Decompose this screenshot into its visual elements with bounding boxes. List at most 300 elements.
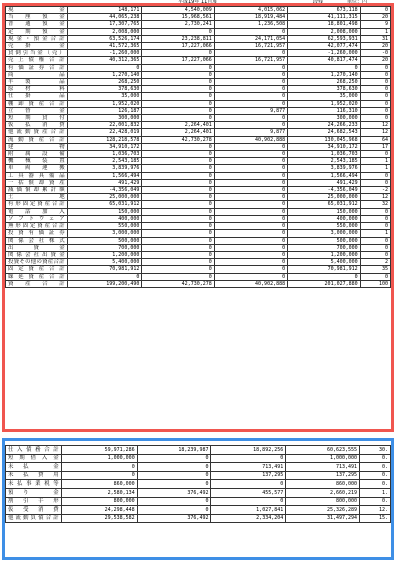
ratio-cell: 35 [360, 266, 390, 273]
closing-balance-cell: 1,000,000 [286, 454, 360, 463]
account-name-cell: 関係会社出資金 [6, 251, 68, 258]
assets-table [5, 6, 391, 288]
ratio-cell: 0 [360, 151, 390, 158]
ratio-cell: 9 [360, 21, 390, 28]
debit-amount-cell: 0 [142, 151, 214, 158]
account-name-cell: 売 掛 金 [6, 43, 68, 50]
debit-amount-cell: 17,227,066 [142, 57, 214, 64]
closing-balance-cell: 34,910,172 [288, 143, 361, 150]
credit-amount-cell: 0 [211, 497, 286, 506]
account-name-cell: 一括償却資産 [6, 179, 68, 186]
asset-row [6, 57, 391, 64]
account-name-cell: 資 産 合 計 [6, 280, 68, 287]
credit-amount-cell: 0 [214, 223, 287, 230]
asset-row [6, 179, 391, 186]
opening-balance-cell: 550,000 [67, 223, 141, 230]
credit-amount-cell: 40,902,888 [214, 280, 287, 287]
credit-amount-cell: 2,334,204 [211, 514, 286, 523]
closing-balance-cell: 800,000 [286, 497, 360, 506]
account-name-cell: 減価償却累計額 [6, 187, 68, 194]
asset-row [6, 107, 391, 114]
opening-balance-cell: -4,356,049 [67, 187, 141, 194]
opening-balance-cell: 1,566,494 [67, 172, 141, 179]
ratio-cell: 0 [360, 93, 390, 100]
account-name-cell: 割 引 手 形 [6, 497, 62, 506]
closing-balance-cell: 24,266,233 [288, 122, 361, 129]
debit-amount-cell: 2,264,401 [142, 122, 214, 129]
ratio-cell: 31 [360, 35, 390, 42]
unit-label: 単位：円 [347, 0, 368, 5]
closing-balance-cell: 137,295 [286, 471, 360, 480]
closing-balance-cell: 0 [288, 273, 361, 280]
closing-balance-cell: 201,027,880 [288, 280, 361, 287]
account-name-cell: 他流動資産合計 [6, 129, 68, 136]
opening-balance-cell: 700,000 [67, 244, 141, 251]
closing-balance-cell: 130,045,968 [288, 136, 361, 143]
account-name-cell: 建 物 [6, 143, 68, 150]
credit-amount-cell: 0 [214, 259, 287, 266]
closing-balance-cell: 62,593,931 [288, 35, 361, 42]
asset-row [6, 7, 391, 14]
ratio-cell: 0. [360, 463, 391, 472]
debit-amount-cell: 376,492 [137, 514, 211, 523]
debit-amount-cell: 0 [142, 208, 214, 215]
account-name-cell: 土 地 [6, 194, 68, 201]
ratio-cell: -2 [360, 187, 390, 194]
credit-amount-cell: 137,295 [211, 471, 286, 480]
debit-amount-cell: 0 [142, 230, 214, 237]
opening-balance-cell: 59,971,286 [61, 446, 137, 455]
ratio-cell: 2 [360, 259, 390, 266]
closing-balance-cell: 40,817,474 [288, 57, 361, 64]
closing-balance-cell: 31,497,294 [286, 514, 360, 523]
asset-row [6, 266, 391, 273]
debit-amount-cell: 0 [137, 497, 211, 506]
closing-balance-cell: 713,491 [286, 463, 360, 472]
ratio-cell: 0 [360, 172, 390, 179]
ratio-cell: 1 [360, 158, 390, 165]
asset-row [6, 129, 391, 136]
debit-amount-cell: 0 [137, 463, 211, 472]
asset-row [6, 35, 391, 42]
account-name-cell: ソフトウェア [6, 215, 68, 222]
opening-balance-cell: 1,200,000 [67, 251, 141, 258]
opening-balance-cell: 0 [67, 273, 141, 280]
account-name-cell: 仕 掛 品 [6, 93, 68, 100]
ratio-cell: 0 [360, 64, 390, 71]
debit-amount-cell: 0 [142, 237, 214, 244]
debit-amount-cell: 0 [142, 172, 214, 179]
account-name-cell: 繰延資産合計 [6, 273, 68, 280]
account-name-cell: 機 械 装 置 [6, 158, 68, 165]
account-name-cell: 車 両 運 搬 [6, 165, 68, 172]
asset-row [6, 251, 391, 258]
account-name-cell: 未 払 金 [6, 463, 62, 472]
opening-balance-cell: 500,000 [67, 237, 141, 244]
liabilities-table [5, 445, 391, 523]
ratio-cell: 64 [360, 136, 390, 143]
opening-balance-cell: 148,171 [67, 7, 141, 14]
closing-balance-cell: -4,356,049 [288, 187, 361, 194]
credit-amount-cell: 0 [214, 165, 287, 172]
ratio-cell: 0 [360, 273, 390, 280]
ratio-cell: 20 [360, 43, 390, 50]
liability-row [6, 463, 391, 472]
ratio-cell: 0 [360, 107, 390, 114]
account-name-cell: 未 払 費 用 [6, 471, 62, 480]
closing-balance-cell: 860,000 [286, 480, 360, 489]
debit-amount-cell: 0 [142, 251, 214, 258]
asset-row [6, 50, 391, 57]
account-name-cell: 半 製 品 [6, 79, 68, 86]
account-name-cell: 附 属 設 備 [6, 151, 68, 158]
ratio-cell: 1 [360, 230, 390, 237]
credit-amount-cell: 0 [214, 230, 287, 237]
closing-balance-cell: 70,981,912 [288, 266, 361, 273]
opening-balance-cell: 2,543,185 [67, 158, 141, 165]
opening-balance-cell: 5,400,000 [67, 259, 141, 266]
debit-amount-cell: 0 [142, 194, 214, 201]
debit-amount-cell: 0 [142, 259, 214, 266]
debit-amount-cell: 0 [142, 28, 214, 35]
credit-amount-cell: 16,721,957 [214, 57, 287, 64]
ratio-cell: 20 [360, 14, 390, 21]
ratio-cell: 32 [360, 201, 390, 208]
opening-balance-cell: 1,270,140 [67, 71, 141, 78]
liability-row [6, 488, 391, 497]
closing-balance-cell: 1,566,494 [288, 172, 361, 179]
credit-amount-cell: 24,171,054 [214, 35, 287, 42]
asset-row [6, 115, 391, 122]
credit-amount-cell: 0 [214, 115, 287, 122]
credit-amount-cell: 0 [211, 480, 286, 489]
credit-amount-cell: 0 [214, 151, 287, 158]
credit-amount-cell: 0 [214, 179, 287, 186]
debit-amount-cell: 0 [142, 86, 214, 93]
opening-balance-cell: 65,031,912 [67, 201, 141, 208]
opening-balance-cell: 0 [61, 471, 137, 480]
liability-row [6, 446, 391, 455]
opening-balance-cell: 17,307,765 [67, 21, 141, 28]
debit-amount-cell: 0 [142, 107, 214, 114]
opening-balance-cell: 126,187 [67, 107, 141, 114]
ratio-cell: 15. [360, 514, 391, 523]
debit-amount-cell: 18,239,987 [137, 446, 211, 455]
debit-amount-cell: 0 [142, 71, 214, 78]
debit-amount-cell: 0 [142, 93, 214, 100]
debit-amount-cell: 0 [142, 50, 214, 57]
asset-row [6, 194, 391, 201]
asset-row [6, 201, 391, 208]
asset-row [6, 230, 391, 237]
opening-balance-cell: 800,000 [61, 497, 137, 506]
opening-balance-cell: 40,312,365 [67, 57, 141, 64]
closing-balance-cell: 300,000 [288, 115, 361, 122]
account-name-cell: 普 通 預 金 [6, 21, 68, 28]
asset-row [6, 259, 391, 266]
opening-balance-cell: 1,000,000 [61, 454, 137, 463]
opening-balance-cell: 63,526,174 [67, 35, 141, 42]
debit-amount-cell: 0 [142, 273, 214, 280]
account-name-cell: 商 品 [6, 71, 68, 78]
closing-balance-cell: 500,000 [288, 237, 361, 244]
asset-row [6, 158, 391, 165]
ratio-cell: 0 [360, 244, 390, 251]
closing-balance-cell: 116,310 [288, 107, 361, 114]
debit-amount-cell: 0 [142, 201, 214, 208]
closing-balance-cell: 2,543,185 [288, 158, 361, 165]
credit-amount-cell: 4,015,062 [214, 7, 287, 14]
asset-row [6, 93, 391, 100]
closing-balance-cell: 673,118 [288, 7, 361, 14]
closing-balance-cell: 1,200,000 [288, 251, 361, 258]
debit-amount-cell: 4,540,009 [142, 7, 214, 14]
ratio-cell: 0 [360, 251, 390, 258]
debit-amount-cell: 0 [142, 187, 214, 194]
account-name-cell: 原 材 料 [6, 86, 68, 93]
opening-balance-cell: 70,981,912 [67, 266, 141, 273]
account-name-cell: 流動資産合計 [6, 136, 68, 143]
account-name-cell: 貸倒引当金（売） [6, 50, 68, 57]
credit-amount-cell: 9,877 [214, 129, 287, 136]
opening-balance-cell: 150,000 [67, 208, 141, 215]
account-name-cell: 工具器具備品 [6, 172, 68, 179]
credit-amount-cell: 0 [214, 71, 287, 78]
closing-balance-cell: 3,000,000 [288, 230, 361, 237]
debit-amount-cell: 0 [142, 215, 214, 222]
debit-amount-cell: 0 [142, 143, 214, 150]
asset-row [6, 223, 391, 230]
asset-row [6, 215, 391, 222]
opening-balance-cell: 400,000 [67, 215, 141, 222]
ratio-cell: 0 [360, 71, 390, 78]
opening-balance-cell: 29,538,582 [61, 514, 137, 523]
closing-balance-cell: 5,400,000 [288, 259, 361, 266]
credit-amount-cell: 0 [214, 50, 287, 57]
ratio-cell: 0. [360, 454, 391, 463]
account-name-cell: 出 資 金 [6, 244, 68, 251]
account-name-cell: 預 り 金 [6, 488, 62, 497]
opening-balance-cell: 3,000,000 [67, 230, 141, 237]
credit-amount-cell: 0 [214, 79, 287, 86]
account-name-cell: 他流動負債合計 [6, 514, 62, 523]
credit-amount-cell: 0 [214, 251, 287, 258]
opening-balance-cell: 25,000,000 [67, 194, 141, 201]
credit-amount-cell: 1,236,508 [214, 21, 287, 28]
credit-amount-cell: 0 [214, 122, 287, 129]
debit-amount-cell: 0 [142, 64, 214, 71]
opening-balance-cell: 0 [67, 64, 141, 71]
asset-row [6, 244, 391, 251]
ratio-cell: 1 [360, 165, 390, 172]
opening-balance-cell: 0 [61, 463, 137, 472]
ratio-cell: 12 [360, 129, 390, 136]
closing-balance-cell: 25,000,000 [288, 194, 361, 201]
ratio-cell: 17 [360, 143, 390, 150]
credit-amount-cell: 16,721,957 [214, 43, 287, 50]
credit-amount-cell: 0 [214, 93, 287, 100]
ratio-cell: 0 [360, 7, 390, 14]
account-name-cell: 固定資産合計 [6, 266, 68, 273]
ratio-cell: 0. [360, 480, 391, 489]
opening-balance-cell: 1,952,020 [67, 100, 141, 107]
closing-balance-cell: 18,801,498 [288, 21, 361, 28]
debit-amount-cell: 17,227,066 [142, 43, 214, 50]
closing-balance-cell: 491,429 [288, 179, 361, 186]
account-name-cell: 棚卸資産合計 [6, 100, 68, 107]
asset-row [6, 64, 391, 71]
opening-balance-cell: 3,839,976 [67, 165, 141, 172]
liabilities-section [2, 438, 394, 560]
ratio-cell: 0 [360, 115, 390, 122]
credit-amount-cell: 0 [214, 215, 287, 222]
asset-row [6, 122, 391, 129]
debit-amount-cell: 0 [142, 223, 214, 230]
liability-row [6, 454, 391, 463]
opening-balance-cell: 378,630 [67, 86, 141, 93]
closing-balance-cell: 41,111,315 [288, 14, 361, 21]
closing-balance-cell: 25,326,289 [286, 506, 360, 515]
debit-amount-cell: 0 [142, 179, 214, 186]
closing-balance-cell: 150,000 [288, 208, 361, 215]
opening-balance-cell: 491,429 [67, 179, 141, 186]
credit-amount-cell: 713,491 [211, 463, 286, 472]
debit-amount-cell: 0 [137, 471, 211, 480]
account-name-cell: 短 期 貸 付 [6, 115, 68, 122]
debit-amount-cell: 42,730,278 [142, 136, 214, 143]
closing-balance-cell: -1,260,000 [288, 50, 361, 57]
closing-balance-cell: 400,000 [288, 215, 361, 222]
credit-amount-cell: 0 [214, 237, 287, 244]
account-name-cell: 電 話 加 入 [6, 208, 68, 215]
ratio-cell: 0 [360, 86, 390, 93]
account-name-cell: 当 座 預 金 [6, 14, 68, 21]
closing-balance-cell: 35,000 [288, 93, 361, 100]
ratio-cell: 20 [360, 57, 390, 64]
asset-row [6, 151, 391, 158]
account-name-cell: 有価証券合計 [6, 64, 68, 71]
credit-amount-cell: 0 [214, 28, 287, 35]
ratio-cell: 12. [360, 506, 391, 515]
credit-amount-cell: 0 [214, 208, 287, 215]
asset-row [6, 14, 391, 21]
credit-amount-cell: 9,877 [214, 107, 287, 114]
debit-amount-cell: 0 [142, 100, 214, 107]
asset-row [6, 172, 391, 179]
ratio-cell: 100 [360, 280, 390, 287]
ratio-cell: 1. [360, 488, 391, 497]
account-name-cell: 無形固定資産合計 [6, 223, 68, 230]
asset-row [6, 43, 391, 50]
asset-row [6, 273, 391, 280]
account-name-cell: 定 期 預 金 [6, 28, 68, 35]
ratio-cell: 0 [360, 223, 390, 230]
credit-amount-cell: 0 [211, 454, 286, 463]
asset-row [6, 100, 391, 107]
closing-balance-cell: 24,682,543 [288, 129, 361, 136]
debit-amount-cell: 0 [142, 79, 214, 86]
opening-balance-cell: 2,580,134 [61, 488, 137, 497]
closing-balance-cell: 1,952,020 [288, 100, 361, 107]
closing-balance-cell: 2,008,000 [288, 28, 361, 35]
liability-row [6, 471, 391, 480]
ratio-cell: 0 [360, 79, 390, 86]
opening-balance-cell: 34,910,172 [67, 143, 141, 150]
account-name-cell: 立 替 金 [6, 107, 68, 114]
opening-balance-cell: 860,000 [61, 480, 137, 489]
asset-row [6, 79, 391, 86]
opening-balance-cell: 2,008,000 [67, 28, 141, 35]
account-name-cell: 投資その他の資産合計 [6, 259, 68, 266]
credit-amount-cell: 455,577 [211, 488, 286, 497]
debit-amount-cell: 0 [137, 454, 211, 463]
opening-balance-cell: -1,260,000 [67, 50, 141, 57]
account-name-cell: 関係会社株式 [6, 237, 68, 244]
account-name-cell: 仮 払 消 費 [6, 122, 68, 129]
credit-amount-cell: 0 [214, 266, 287, 273]
debit-amount-cell: 42,730,278 [142, 280, 214, 287]
credit-amount-cell: 18,892,256 [211, 446, 286, 455]
assets-section [2, 3, 394, 432]
debit-amount-cell: 0 [142, 244, 214, 251]
asset-row [6, 71, 391, 78]
asset-row [6, 237, 391, 244]
credit-amount-cell: 0 [214, 172, 287, 179]
credit-amount-cell: 0 [214, 244, 287, 251]
opening-balance-cell: 1,036,703 [67, 151, 141, 158]
debit-amount-cell: 0 [142, 165, 214, 172]
account-name-cell: 投資有価証券 [6, 230, 68, 237]
liability-row [6, 506, 391, 515]
debit-amount-cell: 0 [142, 115, 214, 122]
account-name-cell: 未払事業税等 [6, 480, 62, 489]
ratio-cell: -0 [360, 50, 390, 57]
opening-balance-cell: 300,000 [67, 115, 141, 122]
closing-balance-cell: 2,660,219 [286, 488, 360, 497]
asset-row [6, 208, 391, 215]
debit-amount-cell: 2,730,241 [142, 21, 214, 28]
opening-balance-cell: 22,428,019 [67, 129, 141, 136]
closing-balance-cell: 378,630 [288, 86, 361, 93]
debit-amount-cell: 2,264,401 [142, 129, 214, 136]
opening-balance-cell: 199,200,490 [67, 280, 141, 287]
opening-balance-cell: 128,218,578 [67, 136, 141, 143]
ratio-cell: 1 [360, 28, 390, 35]
debit-amount-cell: 376,492 [137, 488, 211, 497]
credit-amount-cell: 0 [214, 273, 287, 280]
closing-balance-cell: 42,077,474 [288, 43, 361, 50]
debit-amount-cell: 15,968,561 [142, 14, 214, 21]
account-name-cell: 有形固定資産合計 [6, 201, 68, 208]
ratio-cell: 0 [360, 237, 390, 244]
ratio-cell: 0 [360, 208, 390, 215]
asset-row [6, 28, 391, 35]
liability-row [6, 480, 391, 489]
opening-balance-cell: 22,001,832 [67, 122, 141, 129]
debit-amount-cell: 0 [137, 480, 211, 489]
credit-amount-cell: 18,919,484 [214, 14, 287, 21]
ratio-cell: 0 [360, 215, 390, 222]
closing-balance-cell: 700,000 [288, 244, 361, 251]
account-name-cell: 現金・預金合計 [6, 35, 68, 42]
opening-balance-cell: 268,250 [67, 79, 141, 86]
ratio-cell: 0 [360, 179, 390, 186]
closing-balance-cell: 60,623,555 [286, 446, 360, 455]
account-name-cell: 売上債権合計 [6, 57, 68, 64]
closing-balance-cell: 268,250 [288, 79, 361, 86]
credit-amount-cell: 0 [214, 64, 287, 71]
asset-row [6, 21, 391, 28]
